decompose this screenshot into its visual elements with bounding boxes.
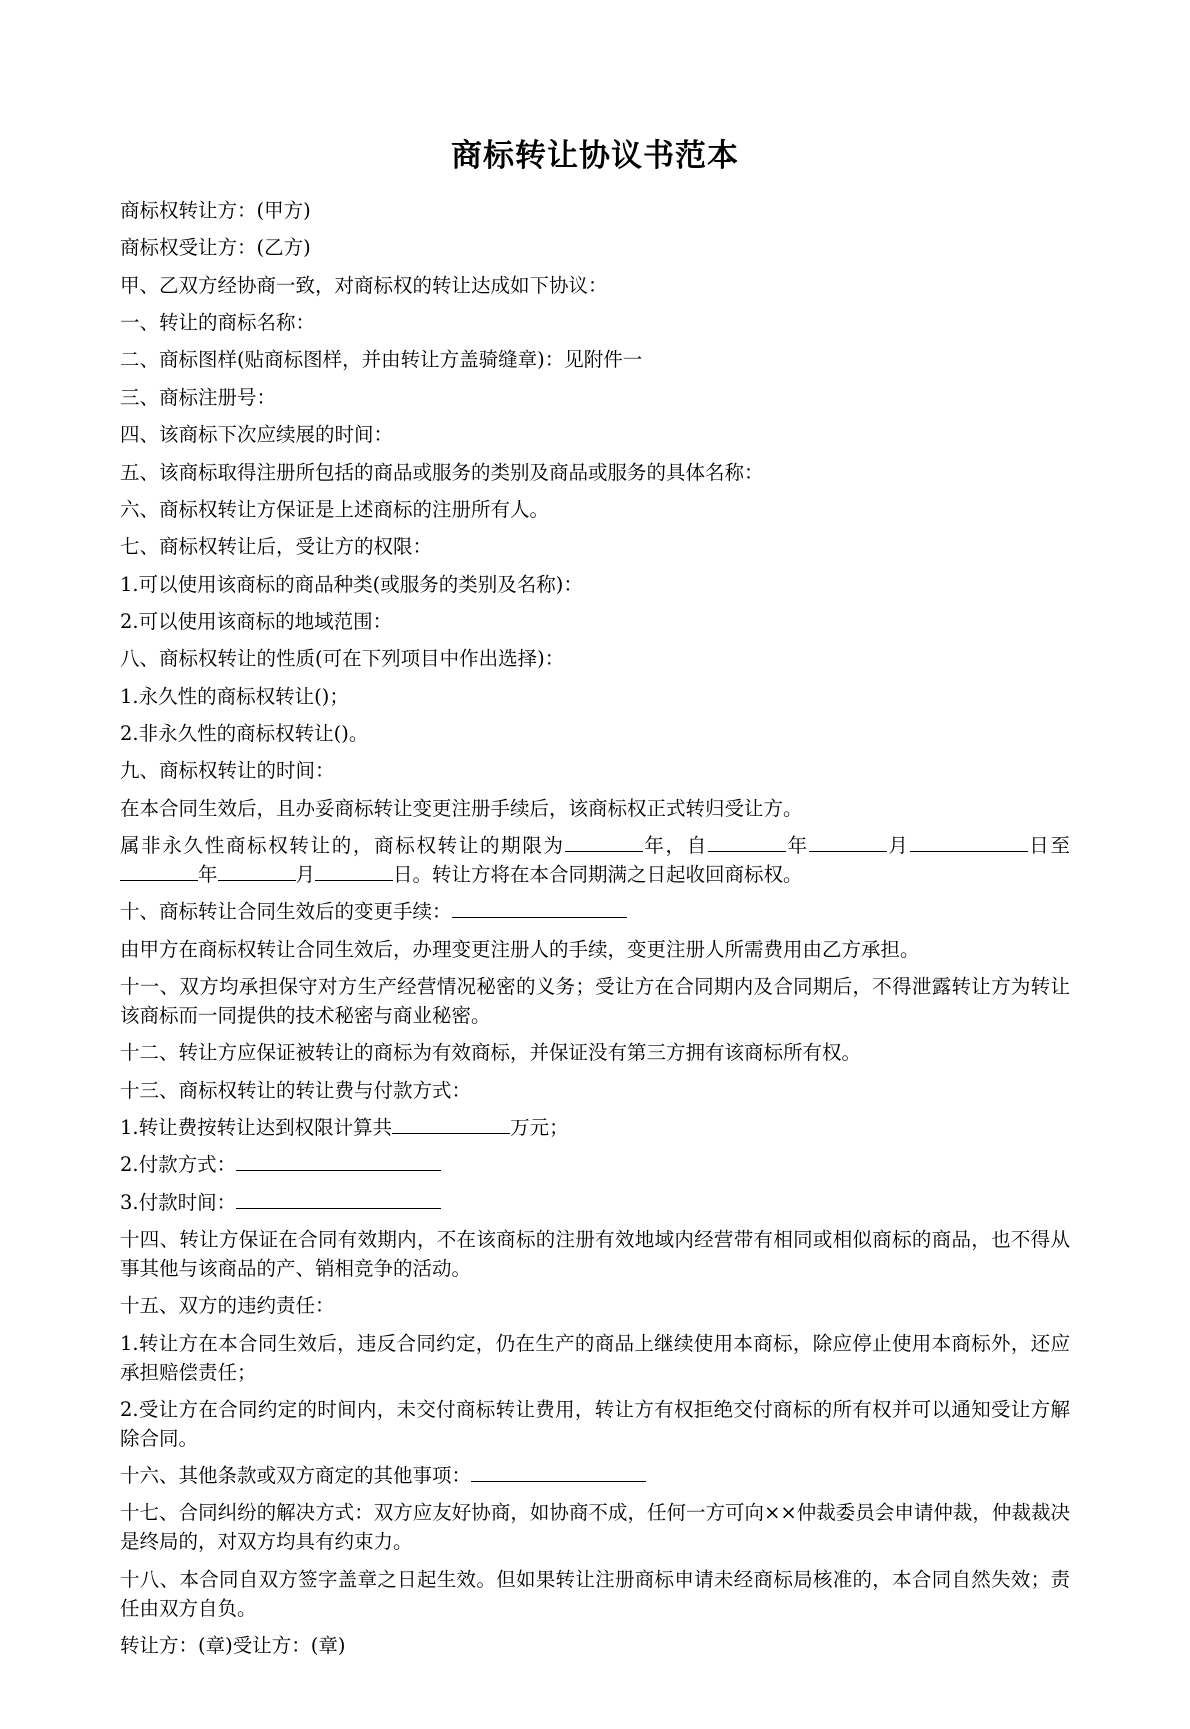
- fee-text-2: 万元；: [510, 1115, 569, 1139]
- term-text-6: 年: [198, 862, 218, 886]
- clause-7: 七、商标权转让后，受让方的权限：: [120, 535, 433, 559]
- clause-10-blank[interactable]: [452, 917, 627, 918]
- clause-8-item-2: 2.非永久性的商标权转让()。: [120, 722, 369, 746]
- clause-10: [120, 898, 1070, 927]
- clause-16-blank[interactable]: [471, 1481, 646, 1482]
- clause-1: 一、转让的商标名称：: [120, 311, 316, 335]
- document-body: [120, 197, 1070, 1661]
- clause-10-label: 十、商标转让合同生效后的变更手续：: [120, 900, 452, 924]
- term-blank-start-day[interactable]: [910, 851, 1028, 852]
- clause-15: 十五、双方的违约责任：: [120, 1294, 335, 1318]
- term-text-7: 月: [295, 862, 316, 886]
- term-blank-end-year[interactable]: [120, 880, 198, 881]
- clause-15-item-2: 2.受让方在合同约定的时间内，未交付商标转让费用，转让方有权拒绝交付商标的所有权并可以通知受让方解除合同。: [120, 1397, 1070, 1450]
- clause-4: 四、该商标下次应续展的时间：: [120, 423, 394, 447]
- page-title: 商标转让协议书范本: [451, 138, 739, 174]
- term-text-2: 年，自: [642, 834, 708, 858]
- clause-6: 六、商标权转让方保证是上述商标的注册所有人。: [120, 497, 550, 521]
- clause-3: 三、商标注册号：: [120, 385, 277, 409]
- term-blank-end-day[interactable]: [315, 880, 393, 881]
- clause-12: 十二、转让方应保证被转让的商标为有效商标，并保证没有第三方拥有该商标所有权。: [120, 1041, 862, 1065]
- clause-9-term-paragraph: [120, 832, 1070, 890]
- clause-2: 二、商标图样(贴商标图样，并由转让方盖骑缝章)：见附件一: [120, 348, 643, 372]
- clause-7-item-1: 1.可以使用该商标的商品种类(或服务的类别及名称)：: [120, 572, 583, 596]
- clause-13: 十三、商标权转让的转让费与付款方式：: [120, 1078, 472, 1102]
- fee-blank-amount[interactable]: [392, 1133, 510, 1134]
- clause-16: [120, 1462, 1070, 1491]
- payment-method-label: 2.付款方式：: [120, 1153, 237, 1177]
- clause-11: 十一、双方均承担保守对方生产经营情况秘密的义务；受让方在合同期内及合同期后，不得泄露转让方为转让该商标而一同提供的技术秘密与商业秘密。: [120, 975, 1070, 1027]
- clause-10-text: 由甲方在商标权转让合同生效后，办理变更注册人的手续，变更注册人所需费用由乙方承担。: [120, 937, 920, 961]
- payment-time-blank[interactable]: [236, 1208, 441, 1209]
- clause-13-item-2: [120, 1151, 1070, 1180]
- paragraph-transferor: 商标权转让方：(甲方): [120, 199, 311, 222]
- clause-17: 十七、合同纠纷的解决方式：双方应友好协商，如协商不成，任何一方可向××仲裁委员会申请仲裁，仲裁裁决是终局的，对双方均具有约束力。: [120, 1501, 1070, 1554]
- term-text-8: 日。转让方将在本合同期满之日起收回商标权。: [393, 862, 803, 886]
- clause-8: 八、商标权转让的性质(可在下列项目中作出选择)：: [120, 647, 565, 671]
- term-blank-end-month[interactable]: [218, 880, 296, 881]
- term-blank-start-month[interactable]: [809, 851, 887, 852]
- clause-8-item-1: 1.永久性的商标权转让()；: [120, 684, 349, 708]
- clause-5: 五、该商标取得注册所包括的商品或服务的类别及商品或服务的具体名称：: [120, 460, 764, 484]
- clause-7-item-2: 2.可以使用该商标的地域范围：: [120, 609, 393, 633]
- clause-18: 十八、本合同自双方签字盖章之日起生效。但如果转让注册商标申请未经商标局核准的，本合同自然失效；责任由双方自负。: [120, 1567, 1070, 1620]
- term-blank-years[interactable]: [565, 851, 643, 852]
- signature-line: 转让方：(章)受让方：(章): [120, 1633, 346, 1657]
- clause-14: 十四、转让方保证在合同有效期内，不在该商标的注册有效地域内经营带有相同或相似商标的商品，也不得从事其他与该商品的产、销相竞争的活动。: [120, 1228, 1070, 1280]
- clause-9: 九、商标权转让的时间：: [120, 759, 335, 783]
- term-blank-start-year[interactable]: [708, 851, 786, 852]
- payment-time-label: 3.付款时间：: [120, 1190, 237, 1214]
- term-text-4: 月: [886, 834, 910, 858]
- term-text-5: 日至: [1027, 834, 1070, 858]
- clause-15-item-1: 1.转让方在本合同生效后，违反合同约定，仍在生产的商品上继续使用本商标，除应停止使用本商标外，还应承担赔偿责任；: [120, 1331, 1070, 1384]
- fee-text-1: 1.转让费按转让达到权限计算共: [120, 1115, 393, 1139]
- clause-13-item-3: [120, 1189, 1070, 1218]
- term-text-3: 年: [785, 834, 809, 858]
- clause-9-text: 在本合同生效后，且办妥商标转让变更注册手续后，该商标权正式转归受让方。: [120, 796, 803, 820]
- paragraph-intro: 甲、乙双方经协商一致，对商标权的转让达成如下协议：: [120, 273, 608, 297]
- paragraph-transferee: 商标权受让方：(乙方): [120, 236, 311, 260]
- payment-method-blank[interactable]: [236, 1170, 441, 1171]
- term-text-1: 属非永久性商标权转让的，商标权转让的期限为: [120, 834, 565, 858]
- clause-13-item-1: [120, 1114, 1070, 1143]
- clause-16-label: 十六、其他条款或双方商定的其他事项：: [120, 1464, 472, 1488]
